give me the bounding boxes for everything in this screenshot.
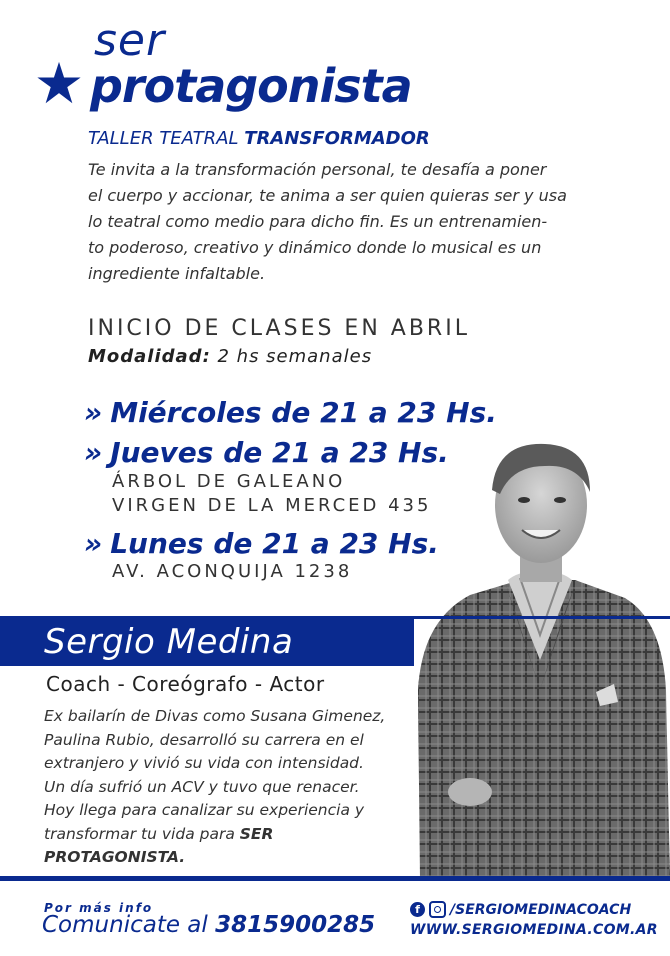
- info-label: Por más info: [44, 901, 154, 915]
- intro-paragraph: Te invita a la transformación personal, te desafía a poner el cuerpo y accionar, te anima a ser quien quieras ser y usa lo teatral como medio para dicho fin. Es un entrenamien- to poderoso, creativo y dinámico donde lo musical es un ingrediente infaltable.: [88, 160, 567, 283]
- schedule-item-miercoles: [84, 396, 497, 430]
- schedule-text: Lunes de 21 a 23 Hs.: [110, 527, 439, 560]
- chevron-right-icon: »: [84, 396, 103, 429]
- taller-prefix: TALLER TEATRAL: [88, 128, 245, 149]
- modalidad-value: 2 hs semanales: [210, 346, 373, 367]
- modalidad-label: Modalidad:: [88, 346, 211, 367]
- bio-last-bold: SER PROTAGONISTA.: [44, 824, 274, 866]
- star-logo-icon: [36, 60, 82, 106]
- instagram-icon[interactable]: [429, 901, 446, 918]
- taller-highlight: TRANSFORMADOR: [244, 128, 430, 149]
- footer-rule: [0, 876, 670, 881]
- bio-line: Un día sufrió un ACV y tuvo que renacer.: [44, 777, 360, 796]
- social-handle[interactable]: /SERGIOMEDINACOACH: [450, 901, 632, 918]
- inicio-heading: INICIO DE CLASES EN ABRIL: [88, 316, 470, 341]
- chevron-right-icon: »: [84, 436, 103, 469]
- coach-name: Sergio Medina: [44, 622, 294, 662]
- schedule-item-jueves: [84, 436, 449, 470]
- social-row: [410, 901, 631, 918]
- modalidad-line: [88, 346, 372, 367]
- bio-line: Paulina Rubio, desarrolló su carrera en el: [44, 730, 364, 749]
- bio-line: Hoy llega para canalizar su experiencia y: [44, 801, 365, 819]
- coach-photo: [400, 430, 670, 880]
- address-line: VIRGEN DE LA MERCED 435: [112, 495, 432, 516]
- chevron-right-icon: »: [84, 527, 103, 560]
- coach-roles: Coach - Coreógrafo - Actor: [46, 672, 325, 696]
- schedule-text: Jueves de 21 a 23 Hs.: [110, 436, 449, 469]
- bio-last-prefix: transformar tu vida para: [44, 824, 240, 843]
- website-link[interactable]: WWW.SERGIOMEDINA.COM.AR: [410, 922, 658, 938]
- schedule-item-lunes: [84, 527, 439, 561]
- schedule-text: Miércoles de 21 a 23 Hs.: [110, 396, 497, 429]
- taller-title: [88, 128, 430, 149]
- facebook-icon[interactable]: f: [410, 902, 425, 917]
- address-line: AV. ACONQUIJA 1238: [112, 561, 353, 582]
- bio-line: extranjero y vivió su vida con intensidad.: [44, 754, 364, 772]
- phone-number[interactable]: 3815900285: [215, 912, 376, 938]
- bio-line: Ex bailarín de Divas como Susana Gimenez,: [44, 707, 386, 725]
- contact-prefix: Comunicate al: [42, 912, 216, 938]
- band-divider: [414, 616, 670, 619]
- address-line: ÁRBOL DE GALEANO: [112, 471, 346, 492]
- bio-line: [44, 823, 404, 870]
- brand-line-protagonista: protagonista: [90, 59, 412, 113]
- coach-bio: [44, 705, 404, 870]
- contact-line: [42, 912, 375, 938]
- brand-line-ser: ser: [94, 15, 166, 66]
